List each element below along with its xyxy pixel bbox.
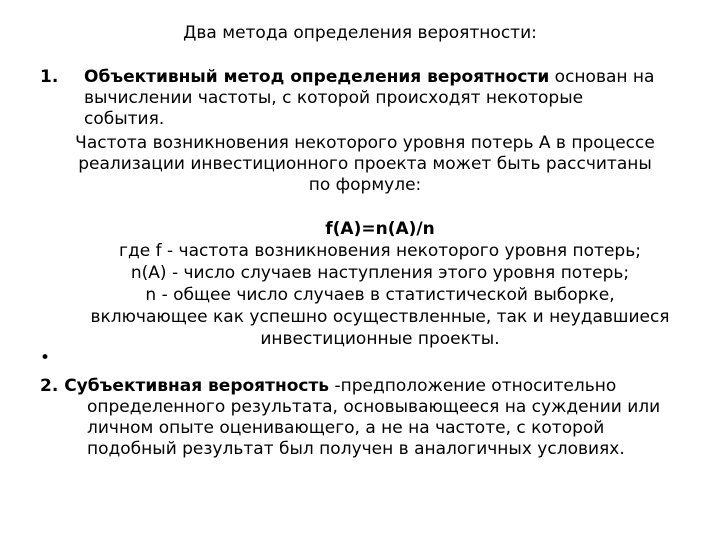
where-line1: где f - частота возникновения некоторого уровня потерь; [119,241,641,261]
item-subjective-probability [40,376,690,460]
item1-line3: события. [84,109,165,129]
item2-line1 [40,376,690,397]
item1-line1 [84,67,680,88]
where-line5: инвестиционные проекты. [260,329,500,349]
item1-bold-term: Объективный метод определения вероятности [84,67,550,87]
item2-rest: -предположение относительно [329,376,617,396]
item2-line4: подобный результат был получен в аналогичных условиях. [87,439,625,459]
para2-line2: реализации инвестиционного проекта может быть рассчитаны [78,154,652,174]
item2-bold-term: 2. Субъективная вероятность [40,376,330,396]
item-number-1: 1. [40,67,59,87]
formula: f(A)=n(A)/n [325,219,435,239]
where-line3: n - общее число случаев в статистической выборке, [145,285,615,305]
para2-line3: по формуле: [308,175,422,195]
slide-title: Два метода определения вероятности: [183,23,537,43]
where-line2: n(A) - число случаев наступления этого уровня потерь; [130,263,630,283]
item2-line2: определенного результата, основывающееся на суждении или [87,397,661,417]
bullet-marker: • [40,348,51,368]
where-line4: включающее как успешно осуществленные, так и неудавшиеся [90,307,670,327]
para2-line1: Частота возникновения некоторого уровня потерь А в процессе [75,133,655,153]
formula-explanation [70,240,690,350]
item2-line3: личном опыте оценивающего, а не на частоте, с которой [87,418,605,438]
item-objective-method [40,67,680,130]
item1-line2: вычислении частоты, с которой происходят некоторые [84,88,584,108]
item1-rest: основан на [549,67,655,87]
frequency-paragraph [40,133,690,196]
